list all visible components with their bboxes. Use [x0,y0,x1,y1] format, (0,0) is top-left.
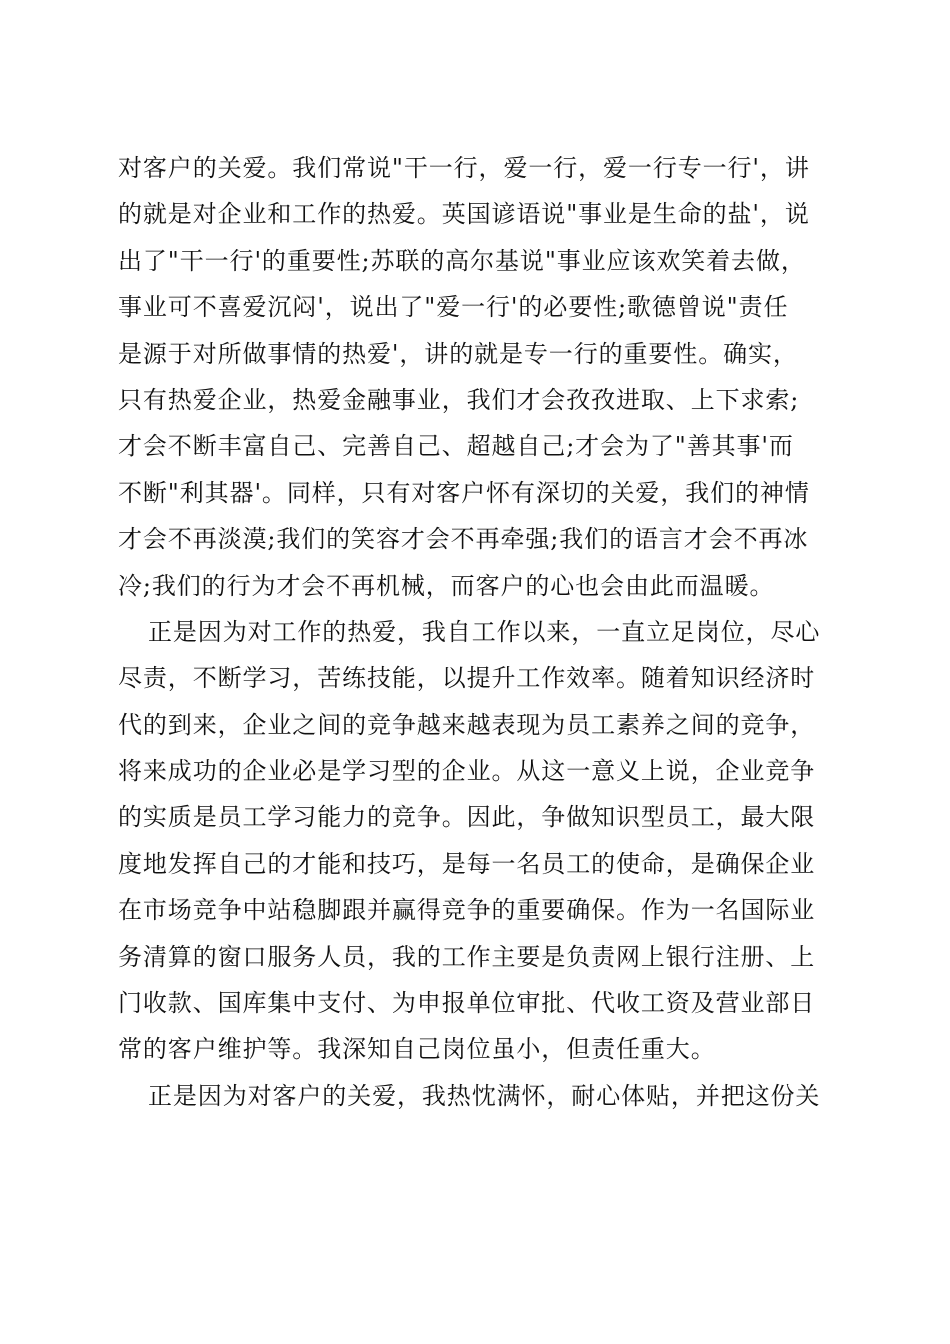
text-line: 是源于对所做事情的热爱'，讲的就是专一行的重要性。确实， [118,339,798,368]
text-line: 才会不断丰富自己、完善自己、超越自己;才会为了"善其事'而 [118,432,794,461]
text-line: 常的客户维护等。我深知自己岗位虽小，但责任重大。 [118,1035,716,1064]
text-line: 将来成功的企业必是学习型的企业。从这一意义上说，企业竞争 [118,757,816,786]
text-line: 务清算的窗口服务人员，我的工作主要是负责网上银行注册、上 [118,942,816,971]
text-line: 正是因为对客户的关爱，我热忱满怀，耐心体贴，并把这份关 [148,1081,821,1110]
text-line: 代的到来，企业之间的竞争越来越表现为员工素养之间的竞争， [118,710,816,739]
text-line: 尽责，不断学习，苦练技能，以提升工作效率。随着知识经济时 [118,664,816,693]
text-line: 正是因为对工作的热爱，我自工作以来，一直立足岗位，尽心 [148,617,821,646]
text-line: 的实质是员工学习能力的竞争。因此，争做知识型员工，最大限 [118,803,816,832]
text-line: 的就是对企业和工作的热爱。英国谚语说"事业是生命的盐'，说 [118,200,810,229]
text-line: 出了"干一行'的重要性;苏联的高尔基说"事业应该欢笑着去做， [118,246,806,275]
text-line: 对客户的关爱。我们常说"干一行，爱一行，爱一行专一行'，讲 [118,154,810,182]
body-text [118,145,838,1119]
text-line: 门收款、国库集中支付、为申报单位审批、代收工资及营业部日 [118,989,816,1018]
text-line: 冷;我们的行为才会不再机械，而客户的心也会由此而温暖。 [118,571,775,600]
text-line: 事业可不喜爱沉闷'，说出了"爱一行'的必要性;歌德曾说"责任 [118,293,789,322]
text-line: 度地发挥自己的才能和技巧，是每一名员工的使命，是确保企业 [118,849,816,878]
text-line: 才会不再淡漠;我们的笑容才会不再牵强;我们的语言才会不再冰 [118,525,809,554]
text-line: 在市场竞争中站稳脚跟并赢得竞争的重要确保。作为一名国际业 [118,896,816,925]
text-line: 只有热爱企业，热爱金融事业，我们才会孜孜进取、上下求索; [118,385,800,414]
text-line: 不断"利其器'。同样，只有对客户怀有深切的关爱，我们的神情 [118,478,810,507]
